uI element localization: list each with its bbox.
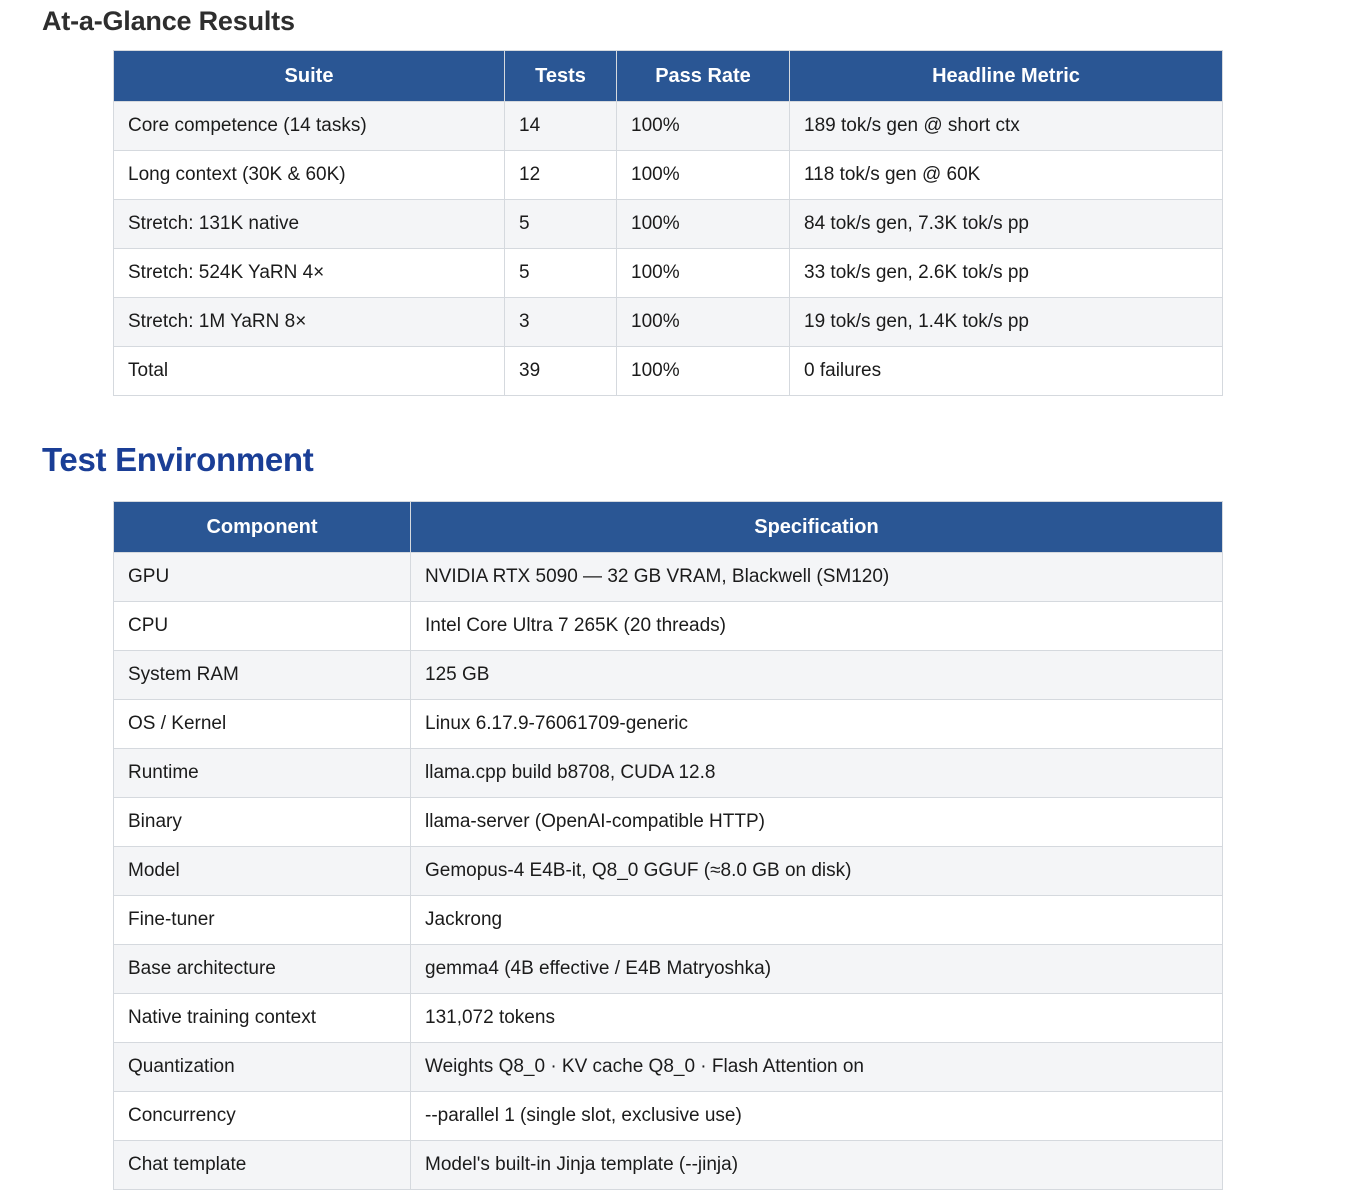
table-cell: 100% xyxy=(617,249,790,298)
table-cell: Stretch: 131K native xyxy=(114,200,505,249)
table-cell: llama-server (OpenAI-compatible HTTP) xyxy=(411,798,1223,847)
table-cell: System RAM xyxy=(114,651,411,700)
column-header: Suite xyxy=(114,51,505,102)
table-cell: 100% xyxy=(617,347,790,396)
table-cell: Model xyxy=(114,847,411,896)
table-row xyxy=(114,798,1223,847)
table-cell: 100% xyxy=(617,102,790,151)
table-row xyxy=(114,102,1223,151)
column-header: Tests xyxy=(505,51,617,102)
table-cell: GPU xyxy=(114,553,411,602)
table-cell: Chat template xyxy=(114,1141,411,1190)
table-row xyxy=(114,847,1223,896)
table-row xyxy=(114,1092,1223,1141)
table-cell: 125 GB xyxy=(411,651,1223,700)
table-row xyxy=(114,249,1223,298)
table-cell: --parallel 1 (single slot, exclusive use) xyxy=(411,1092,1223,1141)
results-table-body xyxy=(114,102,1223,396)
table-cell: Jackrong xyxy=(411,896,1223,945)
table-cell: CPU xyxy=(114,602,411,651)
table-cell: Runtime xyxy=(114,749,411,798)
section-heading-test-environment: Test Environment xyxy=(42,441,314,478)
table-row xyxy=(114,700,1223,749)
column-header: Component xyxy=(114,502,411,553)
environment-table-head xyxy=(114,502,1223,553)
table-cell: Stretch: 524K YaRN 4× xyxy=(114,249,505,298)
table-cell: Long context (30K & 60K) xyxy=(114,151,505,200)
table-row xyxy=(114,651,1223,700)
table-row xyxy=(114,347,1223,396)
table-cell: 14 xyxy=(505,102,617,151)
table-cell: 189 tok/s gen @ short ctx xyxy=(790,102,1223,151)
table-cell: Binary xyxy=(114,798,411,847)
column-header: Pass Rate xyxy=(617,51,790,102)
results-table-head xyxy=(114,51,1223,102)
table-cell: 0 failures xyxy=(790,347,1223,396)
table-cell: OS / Kernel xyxy=(114,700,411,749)
table-cell: 3 xyxy=(505,298,617,347)
table-cell: 100% xyxy=(617,151,790,200)
column-header: Headline Metric xyxy=(790,51,1223,102)
table-cell: Core competence (14 tasks) xyxy=(114,102,505,151)
table-cell: Stretch: 1M YaRN 8× xyxy=(114,298,505,347)
table-cell: Quantization xyxy=(114,1043,411,1092)
environment-table xyxy=(113,501,1223,1190)
header-row xyxy=(114,502,1223,553)
table-row xyxy=(114,602,1223,651)
table-cell: Fine-tuner xyxy=(114,896,411,945)
column-header: Specification xyxy=(411,502,1223,553)
table-cell: Intel Core Ultra 7 265K (20 threads) xyxy=(411,602,1223,651)
environment-table-body xyxy=(114,553,1223,1190)
table-cell: 5 xyxy=(505,200,617,249)
table-cell: 118 tok/s gen @ 60K xyxy=(790,151,1223,200)
table-cell: 84 tok/s gen, 7.3K tok/s pp xyxy=(790,200,1223,249)
table-cell: Gemopus-4 E4B-it, Q8_0 GGUF (≈8.0 GB on disk) xyxy=(411,847,1223,896)
table-row xyxy=(114,200,1223,249)
header-row xyxy=(114,51,1223,102)
table-cell: 5 xyxy=(505,249,617,298)
table-cell: 100% xyxy=(617,200,790,249)
table-row xyxy=(114,994,1223,1043)
table-cell: Total xyxy=(114,347,505,396)
table-cell: Linux 6.17.9-76061709-generic xyxy=(411,700,1223,749)
table-cell: 100% xyxy=(617,298,790,347)
table-row xyxy=(114,1141,1223,1190)
table-cell: 131,072 tokens xyxy=(411,994,1223,1043)
table-cell: Weights Q8_0 · KV cache Q8_0 · Flash Attention on xyxy=(411,1043,1223,1092)
table-row xyxy=(114,298,1223,347)
table-cell: llama.cpp build b8708, CUDA 12.8 xyxy=(411,749,1223,798)
table-row xyxy=(114,1043,1223,1092)
results-table xyxy=(113,50,1223,396)
table-row xyxy=(114,945,1223,994)
table-cell: Concurrency xyxy=(114,1092,411,1141)
table-row xyxy=(114,553,1223,602)
section-heading-at-a-glance-results: At-a-Glance Results xyxy=(42,6,295,36)
table-row xyxy=(114,896,1223,945)
table-cell: gemma4 (4B effective / E4B Matryoshka) xyxy=(411,945,1223,994)
table-cell: 39 xyxy=(505,347,617,396)
table-cell: Native training context xyxy=(114,994,411,1043)
table-row xyxy=(114,151,1223,200)
table-cell: 19 tok/s gen, 1.4K tok/s pp xyxy=(790,298,1223,347)
table-cell: 12 xyxy=(505,151,617,200)
table-cell: 33 tok/s gen, 2.6K tok/s pp xyxy=(790,249,1223,298)
table-cell: NVIDIA RTX 5090 — 32 GB VRAM, Blackwell (SM120) xyxy=(411,553,1223,602)
table-cell: Base architecture xyxy=(114,945,411,994)
table-cell: Model's built-in Jinja template (--jinja) xyxy=(411,1141,1223,1190)
table-row xyxy=(114,749,1223,798)
